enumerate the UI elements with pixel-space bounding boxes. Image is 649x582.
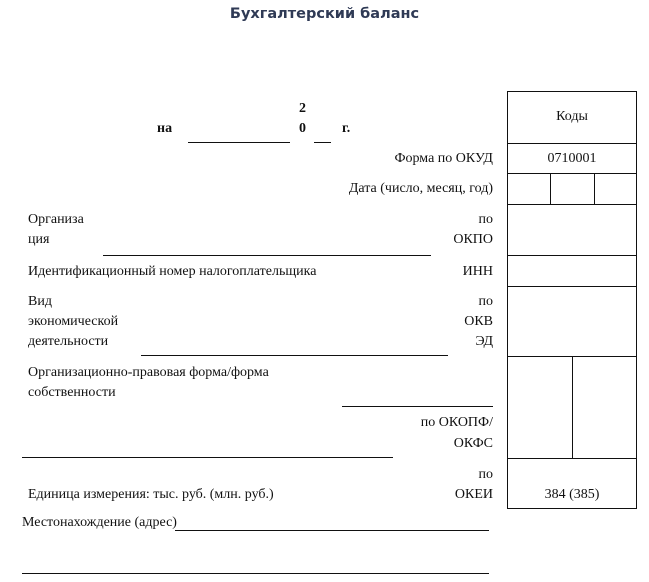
date-month-cell[interactable] bbox=[551, 174, 594, 203]
okopf-label-line1: по ОКОПФ/ bbox=[420, 415, 493, 430]
ownership-input-line[interactable] bbox=[22, 457, 393, 458]
legal-form-label-line1: Организационно-правовая форма/форма bbox=[28, 365, 269, 380]
location-label: Местонахождение (адрес) bbox=[22, 515, 177, 530]
location-input-line[interactable] bbox=[175, 530, 489, 531]
okpo-label-line2: ОКПО bbox=[453, 232, 493, 247]
okei-label-line1: по bbox=[478, 467, 493, 482]
location-input-line-2[interactable] bbox=[22, 573, 489, 574]
codes-table-divider bbox=[507, 143, 637, 144]
okpo-label-line1: по bbox=[478, 212, 493, 227]
codes-table-divider bbox=[507, 458, 637, 459]
okei-value: 384 (385) bbox=[544, 487, 600, 502]
okved-label-line1: по bbox=[478, 294, 493, 309]
activity-label-line3: деятельности bbox=[28, 334, 109, 349]
page-title: Бухгалтерский баланс bbox=[229, 6, 420, 22]
legal-form-label-line2: собственности bbox=[28, 385, 116, 400]
organization-input-line[interactable] bbox=[103, 255, 431, 256]
okpo-cell[interactable] bbox=[508, 205, 636, 255]
okud-label: Форма по ОКУД bbox=[394, 151, 493, 166]
year-suffix: г. bbox=[342, 121, 351, 136]
date-year-cell[interactable] bbox=[595, 174, 636, 203]
codes-table-top-border bbox=[507, 91, 637, 92]
okopf-label-line2: ОКФС bbox=[453, 436, 493, 451]
inn-label: Идентификационный номер налогоплательщика bbox=[28, 264, 317, 279]
year-digit-top: 2 bbox=[299, 101, 306, 116]
okopf-cell[interactable] bbox=[508, 357, 572, 458]
activity-label-line2: экономической bbox=[28, 314, 119, 329]
unit-label: Единица измерения: тыс. руб. (млн. руб.) bbox=[28, 487, 274, 502]
activity-label-line1: Вид bbox=[28, 294, 52, 309]
inn-code-label: ИНН bbox=[462, 264, 493, 279]
date-label: Дата (число, месяц, год) bbox=[348, 181, 493, 196]
date-blank-line[interactable] bbox=[188, 142, 290, 143]
okved-cell[interactable] bbox=[508, 287, 636, 356]
date-prefix: на bbox=[157, 121, 173, 136]
year-blank-line[interactable] bbox=[314, 142, 331, 143]
inn-cell[interactable] bbox=[508, 256, 636, 286]
date-day-cell[interactable] bbox=[508, 174, 550, 203]
year-digit-bottom: 0 bbox=[299, 121, 306, 136]
codes-header: Коды bbox=[556, 109, 588, 124]
okved-label-line2: ОКВ bbox=[464, 314, 493, 329]
organization-label-line1: Организа bbox=[28, 212, 84, 227]
okved-label-line3: ЭД bbox=[475, 334, 493, 349]
okud-value: 0710001 bbox=[547, 151, 597, 166]
okei-label-line2: ОКЕИ bbox=[454, 487, 493, 502]
legal-form-input-line[interactable] bbox=[342, 406, 493, 407]
organization-label-line2: ция bbox=[28, 232, 50, 247]
codes-table-bottom-border bbox=[507, 508, 637, 509]
activity-input-line[interactable] bbox=[141, 355, 448, 356]
okfs-cell[interactable] bbox=[573, 357, 636, 458]
